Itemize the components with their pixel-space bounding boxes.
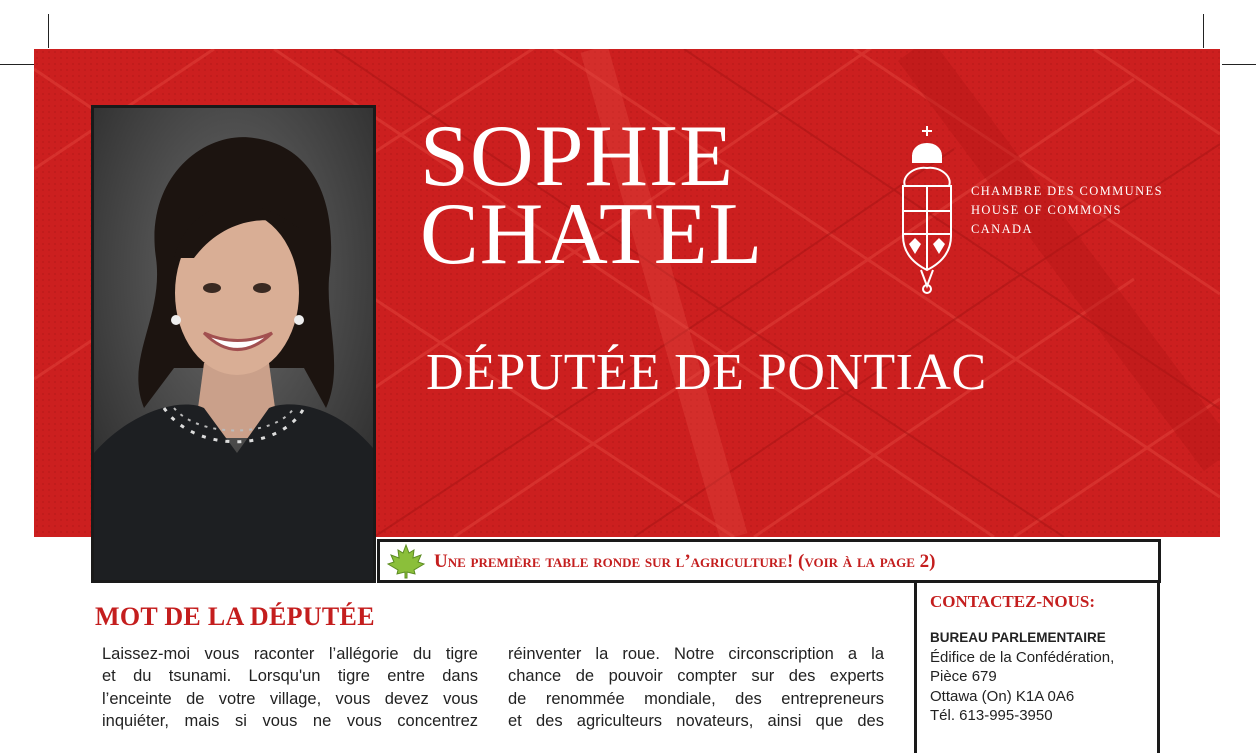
office-label: BUREAU PARLEMENTAIRE [930,630,1106,645]
house-line-en: HOUSE OF COMMONS [971,203,1122,217]
contact-details [930,628,1114,726]
mp-last-name: CHATEL [420,186,764,283]
article-line: réinventer la roue. Notre circonscription a la [508,645,884,663]
office-city: Ottawa (On) K1A 0A6 [930,687,1075,705]
headline-text: Une première table ronde sur l’agriculture! (voir à la page 2) [434,551,936,572]
article-line: et du tsunami. Lorsqu'un tigre entre dans [102,667,478,686]
contact-box [914,583,1160,753]
house-of-commons-wordmark [971,182,1163,239]
article-column-2 [508,643,884,732]
article-line: chance de pouvoir compter sur des experts [508,667,884,686]
house-line-country: CANADA [971,222,1033,236]
headline-bar [377,539,1161,583]
crop-mark [1203,14,1204,48]
mp-name [420,108,764,283]
house-line-fr: CHAMBRE DES COMMUNES [971,184,1163,198]
office-building: Édifice de la Confédération, [930,648,1115,666]
article-line: Laissez-moi vous raconter l’allégorie du tigre [102,645,478,663]
crop-mark [1222,64,1256,65]
riding-title: DÉPUTÉE DE PONTIAC [426,344,987,401]
article-line: et des agriculteurs novateurs, ainsi que des [508,711,884,730]
article-line: l’enceinte de votre village, vous devez vous [102,689,478,708]
office-room: Pièce 679 [930,668,997,685]
crop-mark [0,64,34,65]
contact-title: CONTACTEZ-NOUS: [930,592,1095,611]
article-line: inquiéter, mais si vous ne vous concentrez [102,711,478,730]
article-title: MOT DE LA DÉPUTÉE [95,602,375,631]
house-of-commons-crest-icon [895,126,959,296]
office-phone[interactable]: Tél. 613-995-3950 [930,707,1053,724]
crop-mark [48,14,49,48]
maple-leaf-icon [386,543,426,579]
article-line: de renommée mondiale, des entrepreneurs [508,689,884,708]
portrait-image [94,108,373,580]
mp-first-name: SOPHIE [420,108,735,205]
article-column-1 [102,643,478,732]
mp-portrait-photo [91,105,376,583]
